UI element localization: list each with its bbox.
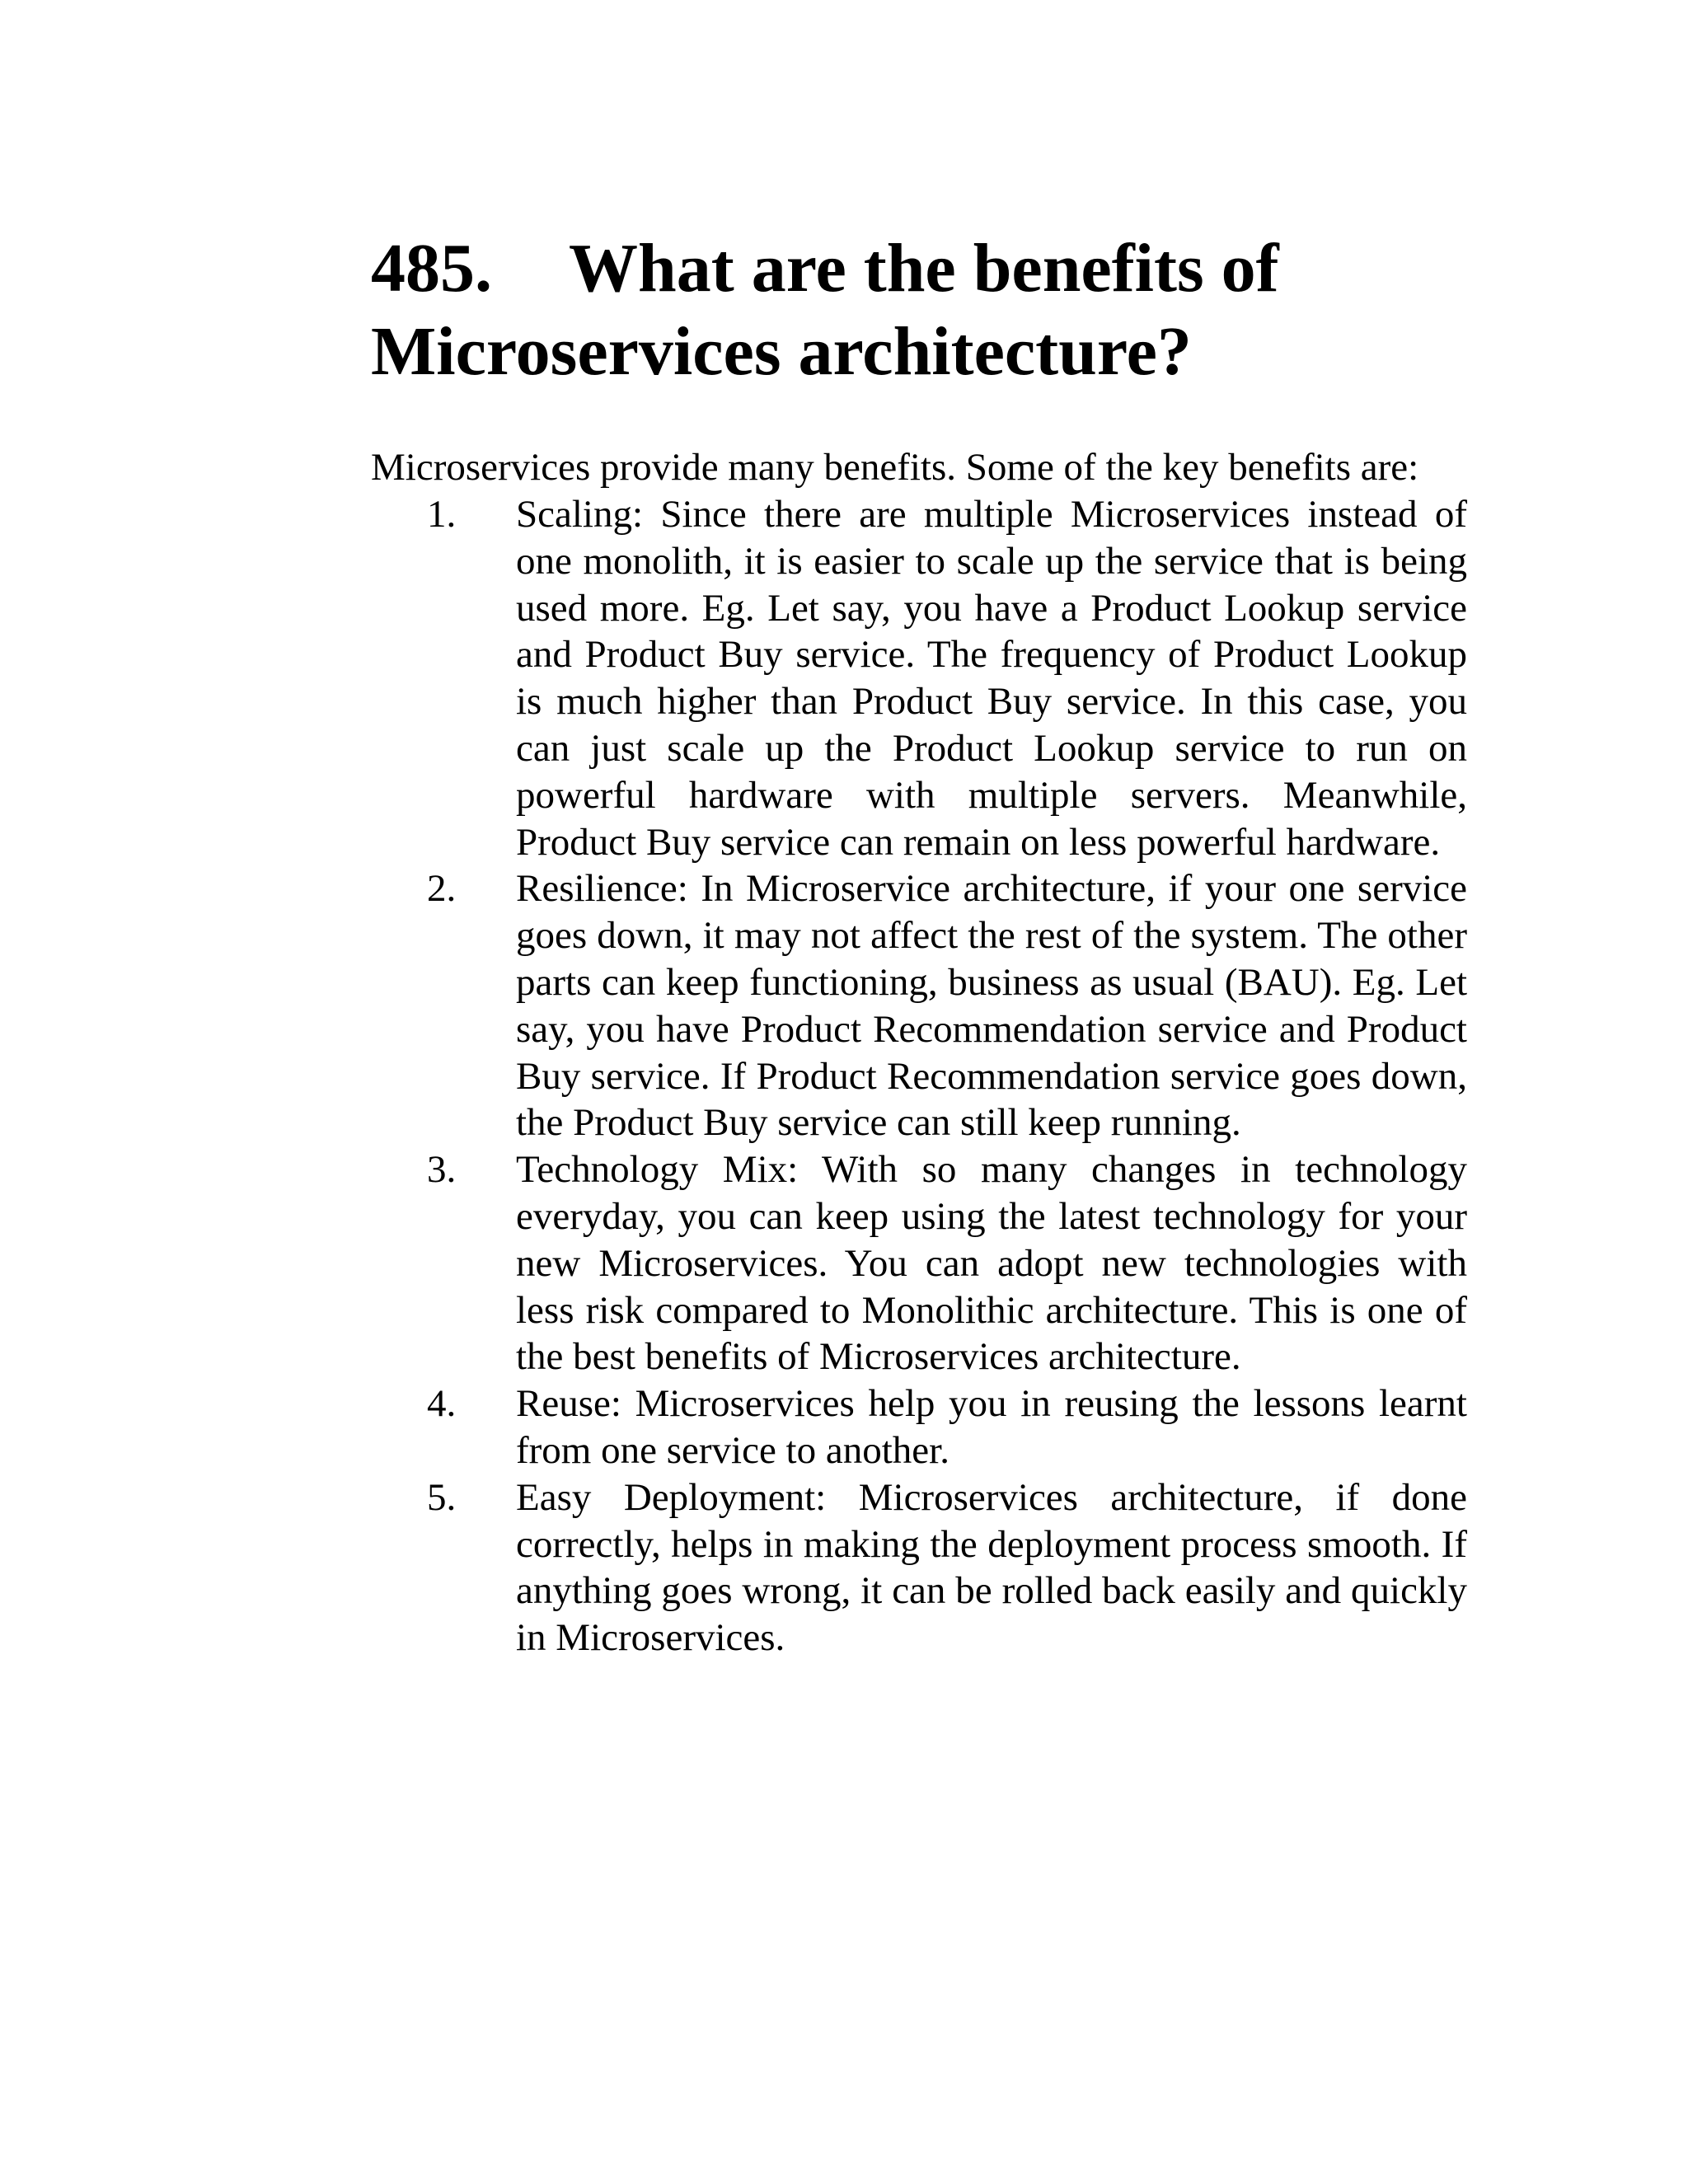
- list-item-number: 1.: [427, 493, 457, 536]
- list-item: [371, 1146, 1467, 1380]
- intro-paragraph: Microservices provide many benefits. Some of the key benefits are:: [371, 446, 1419, 489]
- document-page: [371, 227, 1467, 1661]
- list-item-text: Technology Mix: With so many changes in technology everyday, you can keep using the latest technology for your new Microservices. You can adopt new technologies with less risk compared to Monolithic architecture. This is one of the best benefits of Microservices architecture.: [516, 1148, 1467, 1379]
- list-item: [371, 1380, 1467, 1474]
- list-item-text: Reuse: Microservices help you in reusing the lessons learnt from one service to another.: [516, 1382, 1467, 1472]
- list-item-text: Scaling: Since there are multiple Microservices instead of one monolith, it is easier to scale up the service that is being used more. Eg. Let say, you have a Product Lookup service and Product Buy service. The frequency of Product Lookup is much higher than Product Buy service. In this case, you can just scale up the Product Lookup service to run on powerful hardware with multiple servers. Meanwhile, Product Buy service can remain on less powerful hardware.: [516, 493, 1467, 864]
- list-item-number: 3.: [427, 1148, 457, 1192]
- list-item: [371, 1474, 1467, 1661]
- list-item: [371, 491, 1467, 865]
- list-item-text: Resilience: In Microservice architecture, if your one service goes down, it may not affect the rest of the system. The other parts can keep functioning, business as usual (BAU). Eg. Let say, you have Product Recommendation service and Product Buy service. If Product Recommendation service goes down, the Product Buy service can still keep running.: [516, 867, 1467, 1145]
- question-title-line1: What are the benefits of: [569, 230, 1279, 307]
- question-heading: [371, 227, 1467, 393]
- list-item-number: 2.: [427, 867, 457, 911]
- list-item-text: Easy Deployment: Microservices architecture, if done correctly, helps in making the deployment process smooth. If anything goes wrong, it can be rolled back easily and quickly in Microservices.: [516, 1475, 1467, 1660]
- question-number: 485.: [371, 230, 492, 307]
- list-item: [371, 865, 1467, 1146]
- list-item-number: 4.: [427, 1382, 457, 1426]
- list-item-number: 5.: [427, 1475, 457, 1519]
- question-title-line2: Microservices architecture?: [371, 313, 1192, 390]
- benefits-list: [371, 491, 1467, 1661]
